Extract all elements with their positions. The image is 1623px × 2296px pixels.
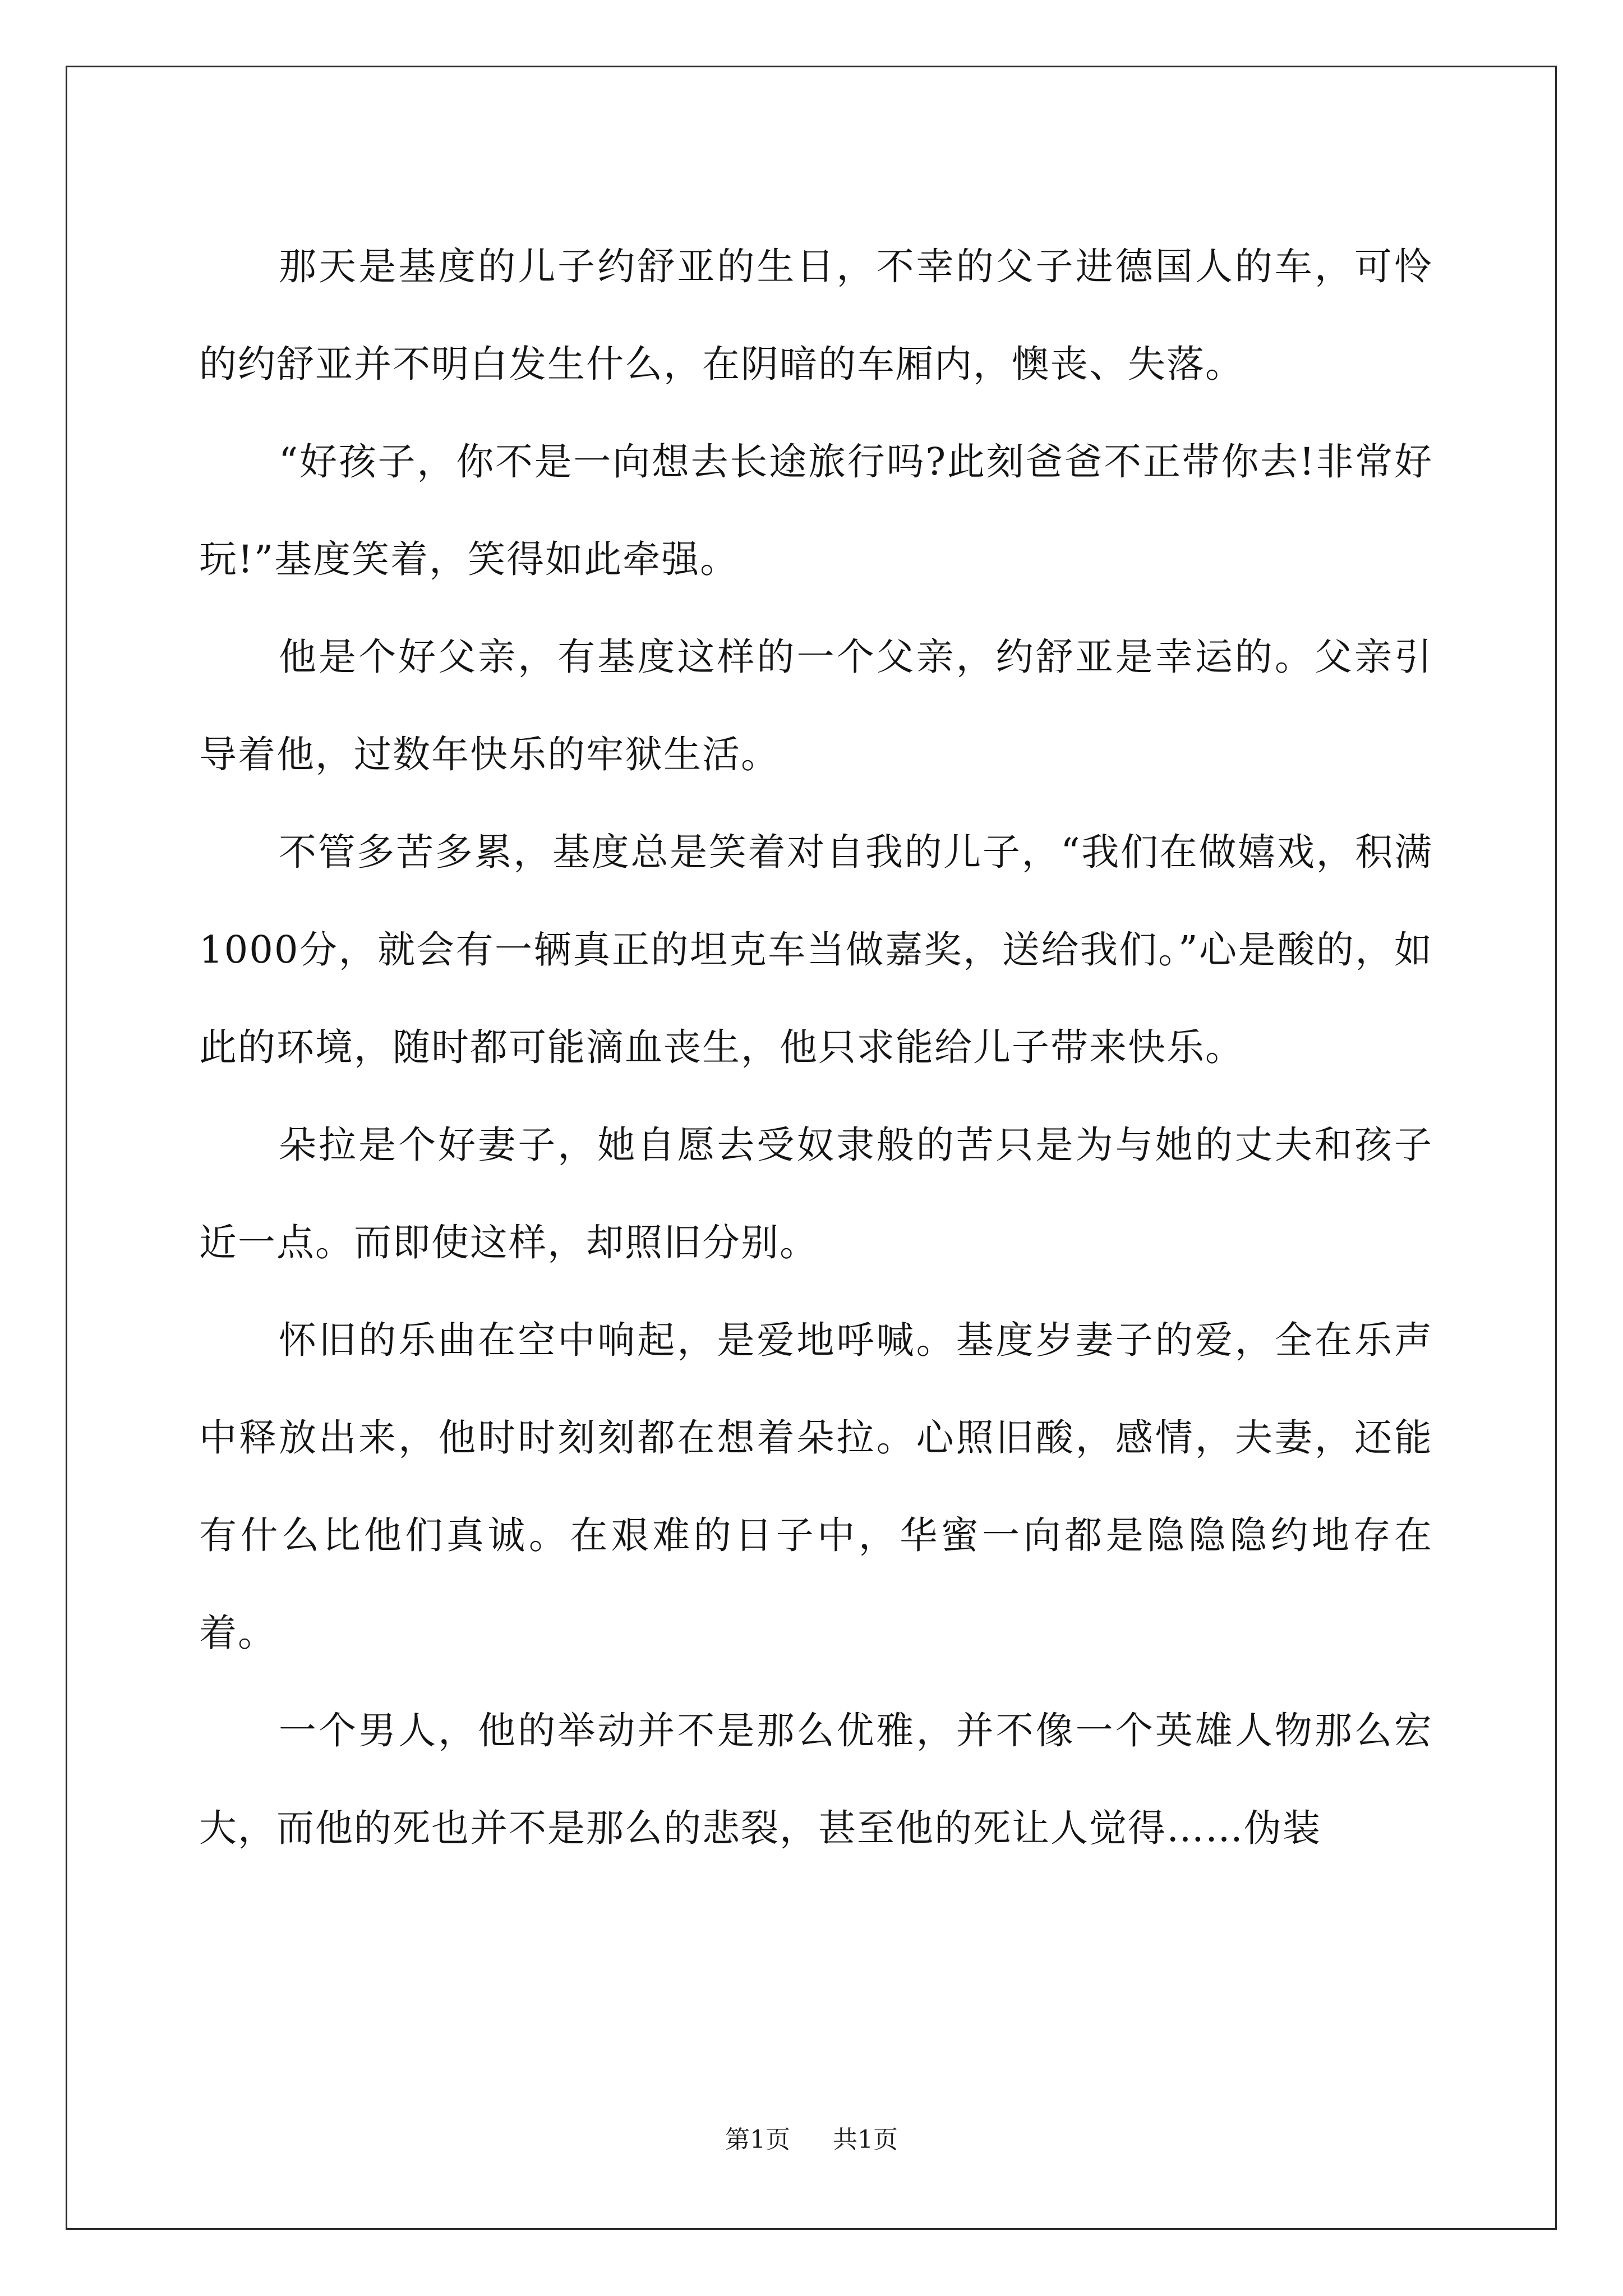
page-number: 第1页 [725,2125,790,2154]
paragraph: 不管多苦多累，基度总是笑着对自我的儿子，“我们在做嬉戏，积满1000分，就会有一辆真正的坦克车当做嘉奖，送给我们。”心是酸的，如此的环境，随时都可能滴血丧生，他只求能给儿子带来快乐。 [199,830,1433,1069]
paragraph: “好孩子，你不是一向想去长途旅行吗?此刻爸爸不正带你去!非常好玩!”基度笑着，笑得如此牵强。 [199,440,1433,581]
paragraph: 一个男人，他的举动并不是那么优雅，并不像一个英雄人物那么宏大，而他的死也并不是那么的悲裂，甚至他的死让人觉得……伪装 [199,1709,1433,1850]
document-body [199,218,1433,1877]
paragraph: 怀旧的乐曲在空中响起，是爱地呼喊。基度岁妻子的爱，全在乐声中释放出来，他时时刻刻都在想着朵拉。心照旧酸，感情，夫妻，还能有什么比他们真诚。在艰难的日子中，华蜜一向都是隐隐隐约地存在着。 [199,1318,1433,1655]
paragraph: 他是个好父亲，有基度这样的一个父亲，约舒亚是幸运的。父亲引导着他，过数年快乐的牢狱生活。 [199,635,1433,776]
paragraph: 朵拉是个好妻子，她自愿去受奴隶般的苦只是为与她的丈夫和孩子近一点。而即使这样，却照旧分别。 [199,1123,1433,1264]
page-footer [0,2123,1623,2157]
paragraph: 那天是基度的儿子约舒亚的生日，不幸的父子进德国人的车，可怜的约舒亚并不明白发生什么，在阴暗的车厢内，懊丧、失落。 [199,245,1433,386]
page-total: 共1页 [833,2125,898,2154]
